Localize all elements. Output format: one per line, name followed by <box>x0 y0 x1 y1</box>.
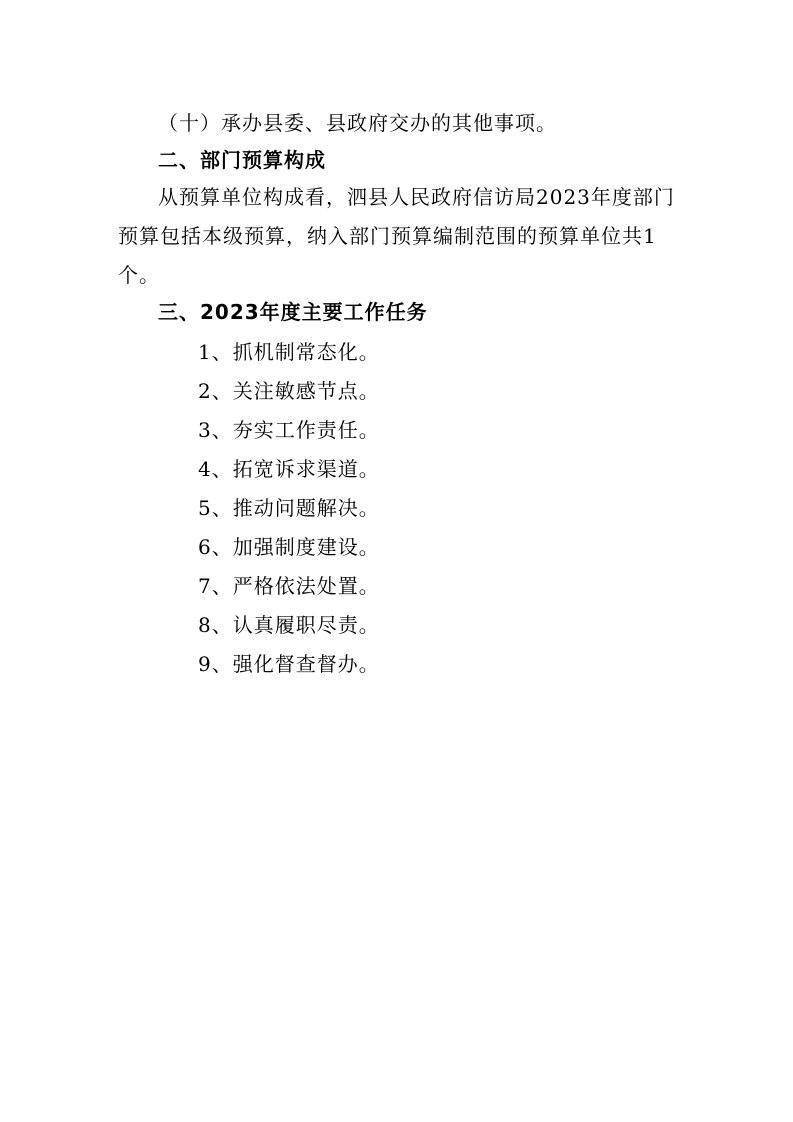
task-list <box>198 338 380 689</box>
list-item: 7、严格依法处置。 <box>198 574 380 598</box>
list-item: 2、关注敏感节点。 <box>198 379 380 403</box>
section-three-heading: 三、2023年度主要工作任务 <box>158 300 428 324</box>
list-item: 8、认真履职尽责。 <box>198 613 380 637</box>
section-two-paragraph: 从预算单位构成看，泗县人民政府信访局2023年度部门预算包括本级预算，纳入部门预算编制范围的预算单位共1个。 <box>118 185 675 287</box>
list-item: 6、加强制度建设。 <box>198 535 380 559</box>
item-ten-paragraph: （十）承办县委、县政府交办的其他事项。 <box>158 111 557 135</box>
list-item: 3、夯实工作责任。 <box>198 418 380 442</box>
list-item: 4、拓宽诉求渠道。 <box>198 457 380 481</box>
list-item: 9、强化督查督办。 <box>198 652 380 676</box>
list-item: 1、抓机制常态化。 <box>198 340 380 364</box>
section-two-heading: 二、部门预算构成 <box>158 148 326 172</box>
list-item: 5、推动问题解决。 <box>198 496 380 520</box>
